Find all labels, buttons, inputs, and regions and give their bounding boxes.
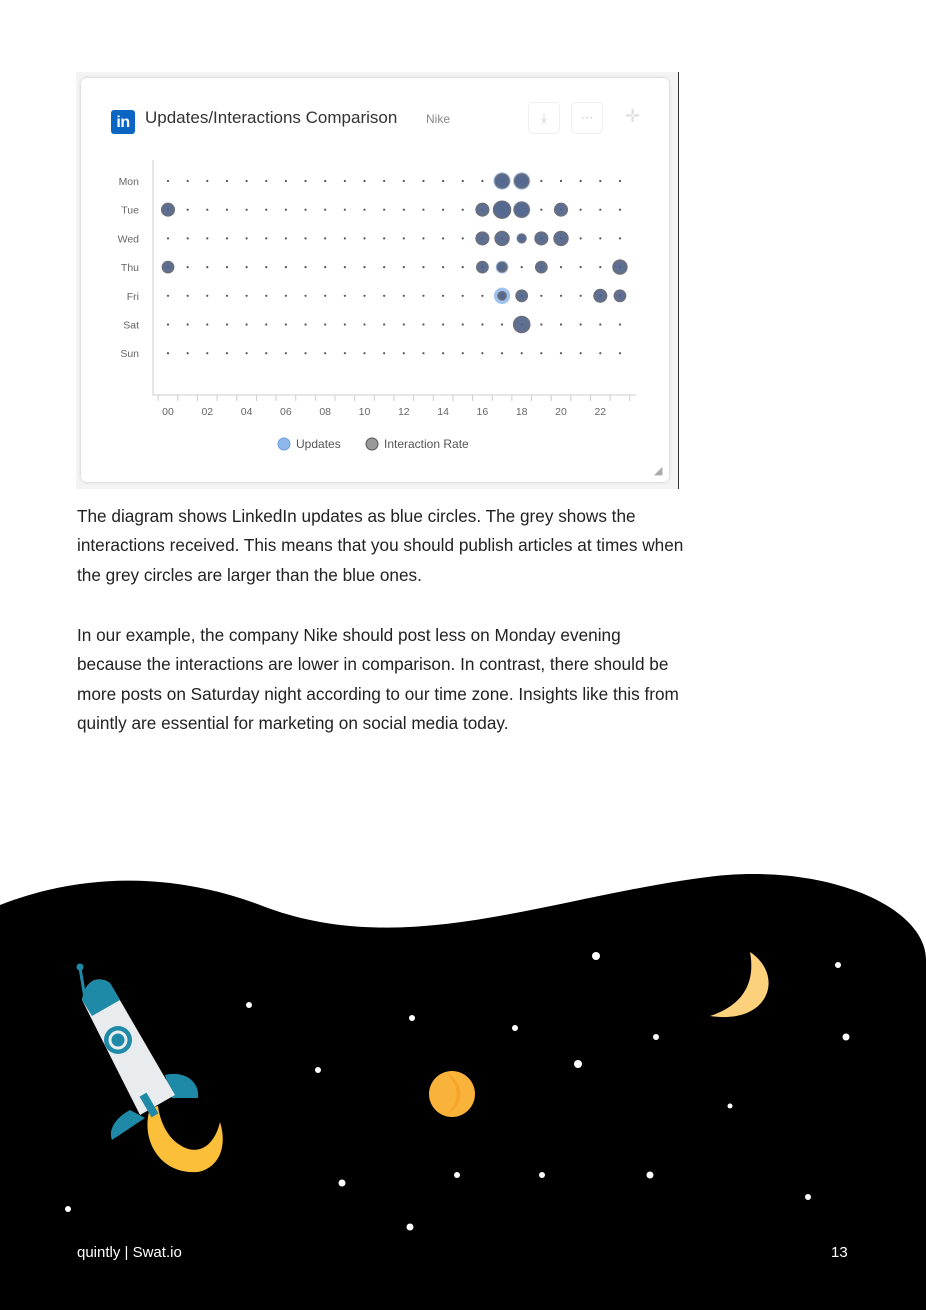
download-icon: ⤓ [541,110,547,125]
grid-dot [442,295,444,297]
legend-swatch-updates [278,438,290,450]
data-point[interactable] [162,261,173,272]
grid-dot [285,295,287,297]
data-point[interactable] [496,261,509,274]
grid-dot [422,237,424,239]
grid-dot [167,323,169,325]
y-tick-label: Wed [117,233,139,246]
grid-dot [442,352,444,354]
interaction-mark [495,174,509,188]
grid-dot [403,323,405,325]
grid-dot [403,352,405,354]
grid-dot [226,237,228,239]
grid-dot [344,352,346,354]
x-tick-label: 20 [555,406,567,418]
data-point[interactable] [594,289,607,302]
grid-dot [285,323,287,325]
grid-dot [226,209,228,211]
grid-dot [403,209,405,211]
grid-dot [481,352,483,354]
grid-dot [304,209,306,211]
grid-dot [540,180,542,182]
grid-dot [187,295,189,297]
grid-dot [246,323,248,325]
grid-dot [422,266,424,268]
grid-dot [265,266,267,268]
grid-dot [580,266,582,268]
data-point[interactable] [516,233,527,244]
grid-dot [403,295,405,297]
grid-dot [226,180,228,182]
grid-dot [187,209,189,211]
grid-dot [560,352,562,354]
grid-dot [422,295,424,297]
star-icon [454,1172,460,1178]
star-icon [512,1025,518,1031]
interaction-mark [495,231,509,245]
y-tick-label: Sat [123,319,139,332]
star-icon [65,1206,71,1212]
star-icon [339,1180,346,1187]
y-tick-label: Mon [118,176,139,188]
grid-dot [540,323,542,325]
y-tick-label: Sun [120,348,139,361]
grid-dot [599,180,601,182]
grid-dot [363,209,365,211]
grid-dot [521,266,523,268]
grid-dot [560,180,562,182]
grid-dot [187,266,189,268]
grid-dot [619,209,621,211]
grid-dot [560,295,562,297]
grid-dot [580,209,582,211]
grid-dot [481,295,483,297]
grid-dot [619,352,621,354]
data-point[interactable] [476,203,489,216]
grid-dot [344,237,346,239]
grid-dot [619,180,621,182]
grid-dot [206,295,208,297]
grid-dot [481,323,483,325]
grid-dot [265,180,267,182]
interaction-mark [477,261,488,272]
grid-dot [422,323,424,325]
interaction-mark [594,289,607,302]
star-icon [843,1034,850,1041]
chart-card [76,72,679,489]
grid-dot [383,295,385,297]
grid-dot [403,266,405,268]
grid-dot [442,209,444,211]
chart-title: Updates/Interactions Comparison [145,108,398,127]
grid-dot [324,266,326,268]
grid-dot [560,323,562,325]
interaction-mark [514,202,529,217]
grid-dot [226,295,228,297]
paragraph-1: The diagram shows LinkedIn updates as blue circles. The grey shows the interactions received. This means that you should publish articles at times when the grey circles are larger than the blue ones. [77,506,684,585]
grid-dot [619,323,621,325]
star-icon [574,1060,582,1068]
data-point[interactable] [477,261,488,272]
grid-dot [383,209,385,211]
grid-dot [344,209,346,211]
interaction-mark [555,203,568,216]
interaction-mark [514,316,530,332]
data-point[interactable] [162,203,175,216]
data-point[interactable] [614,290,625,301]
grid-dot [599,323,601,325]
grid-dot [285,209,287,211]
interaction-mark [536,261,547,272]
grid-dot [226,352,228,354]
grid-dot [363,295,365,297]
grid-dot [246,237,248,239]
grid-dot [383,237,385,239]
grid-dot [599,352,601,354]
data-point[interactable] [495,231,509,245]
grid-dot [265,323,267,325]
star-icon [407,1224,414,1231]
grid-dot [324,209,326,211]
grid-dot [462,295,464,297]
star-icon [835,962,841,968]
x-tick-label: 00 [162,406,174,418]
grid-dot [481,180,483,182]
divider [678,72,680,489]
grid-dot [167,295,169,297]
grid-dot [363,323,365,325]
interaction-mark [162,261,173,272]
grid-dot [501,352,503,354]
data-point[interactable] [493,201,510,218]
x-tick-label: 12 [397,406,410,418]
y-tick-label: Thu [120,262,139,275]
grid-dot [540,352,542,354]
footer-brand: quintly | Swat.io [77,1244,182,1261]
interaction-mark [497,262,507,272]
grid-dot [265,295,267,297]
grid-dot [304,323,306,325]
star-icon [592,952,600,960]
grid-dot [167,180,169,182]
grid-dot [442,266,444,268]
grid-dot [265,209,267,211]
grid-dot [324,323,326,325]
grid-dot [187,352,189,354]
grid-dot [187,237,189,239]
interaction-mark [613,260,627,274]
interaction-mark [614,290,625,301]
data-point[interactable] [476,232,489,245]
interaction-mark [476,232,489,245]
page-number: 13 [831,1244,848,1261]
interaction-mark [476,203,489,216]
grid-dot [580,323,582,325]
y-tick-label: Tue [121,204,139,217]
grid-dot [246,352,248,354]
resize-icon[interactable]: ◢ [654,465,663,477]
x-tick-label: 18 [515,406,528,418]
grid-dot [403,180,405,182]
grid-dot [599,266,601,268]
star-icon [246,1002,252,1008]
grid-dot [363,180,365,182]
grid-dot [285,237,287,239]
grid-dot [442,180,444,182]
grid-dot [167,237,169,239]
grid-dot [462,209,464,211]
data-point[interactable] [535,232,548,245]
data-point[interactable] [554,231,568,245]
data-point[interactable] [514,316,530,332]
paragraph-2: In our example, the company Nike should post less on Monday evening because the interactions are lower in comparison. In contrast, there should be more posts on Saturday night according to our time zone. Insights like this from quintly are essential for marketing on social media today. [77,625,679,734]
interaction-mark [515,174,529,188]
grid-dot [383,266,385,268]
grid-dot [206,209,208,211]
grid-dot [344,323,346,325]
grid-dot [206,266,208,268]
grid-dot [304,237,306,239]
grid-dot [206,237,208,239]
data-point[interactable] [516,290,527,301]
grid-dot [206,323,208,325]
grid-dot [599,237,601,239]
planet-icon [429,1071,475,1117]
grid-dot [580,180,582,182]
grid-dot [363,237,365,239]
grid-dot [383,323,385,325]
grid-dot [304,352,306,354]
grid-dot [324,352,326,354]
star-icon [653,1034,659,1040]
grid-dot [403,237,405,239]
x-tick-label: 14 [437,406,449,418]
grid-dot [383,180,385,182]
interaction-mark [554,231,568,245]
linkedin-logo-icon: in [111,110,135,134]
grid-dot [226,323,228,325]
grid-dot [462,180,464,182]
data-point[interactable] [494,288,510,304]
move-icon[interactable]: ✛ [625,106,641,126]
grid-dot [344,180,346,182]
data-point[interactable] [613,260,627,274]
x-tick-label: 16 [476,406,489,418]
data-point[interactable] [536,261,547,272]
interaction-mark [493,201,510,218]
x-tick-label: 10 [358,406,371,418]
grid-dot [580,237,582,239]
grid-dot [599,209,601,211]
data-point[interactable] [493,172,510,189]
grid-dot [462,266,464,268]
interaction-mark [162,203,175,216]
grid-dot [265,237,267,239]
x-tick-label: 06 [280,406,292,418]
grid-dot [226,266,228,268]
star-icon [315,1067,321,1073]
grid-dot [442,237,444,239]
chart-subtitle: Nike [426,112,451,126]
interaction-mark [518,234,526,242]
grid-dot [501,323,503,325]
grid-dot [304,295,306,297]
interaction-mark [498,292,506,300]
star-icon [728,1104,733,1109]
grid-dot [324,295,326,297]
grid-dot [285,352,287,354]
scatter-plot [81,78,669,482]
grid-dot [422,209,424,211]
grid-dot [442,323,444,325]
grid-dot [363,266,365,268]
grid-dot [304,180,306,182]
grid-dot [187,323,189,325]
data-point[interactable] [513,172,530,189]
more-icon: ⋯ [580,110,594,125]
grid-dot [324,237,326,239]
grid-dot [580,295,582,297]
legend-label-interaction[interactable]: Interaction Rate [384,437,469,451]
grid-dot [304,266,306,268]
grid-dot [265,352,267,354]
legend [278,437,469,451]
grid-dot [344,266,346,268]
grid-dot [540,209,542,211]
grid-dot [462,237,464,239]
chart-panel [81,78,669,482]
grid-dot [206,180,208,182]
grid-dot [344,295,346,297]
grid-dot [246,180,248,182]
grid-dot [580,352,582,354]
legend-swatch-interaction [366,438,378,450]
grid-dot [285,266,287,268]
grid-dot [422,352,424,354]
star-icon [539,1172,545,1178]
data-point[interactable] [513,201,530,218]
interaction-mark [516,290,527,301]
grid-dot [285,180,287,182]
grid-dot [462,323,464,325]
grid-dot [246,266,248,268]
grid-dot [167,352,169,354]
y-tick-label: Fri [126,290,139,303]
grid-dot [560,266,562,268]
data-point[interactable] [555,203,568,216]
x-tick-label: 22 [594,406,607,418]
grid-dot [246,209,248,211]
star-icon [409,1015,415,1021]
grid-dot [521,352,523,354]
grid-dot [619,237,621,239]
star-icon [647,1172,654,1179]
grid-dot [462,352,464,354]
x-tick-label: 02 [201,406,214,418]
grid-dot [324,180,326,182]
grid-dot [246,295,248,297]
x-tick-label: 08 [319,406,332,418]
legend-label-updates[interactable]: Updates [296,437,341,451]
interaction-mark [535,232,548,245]
x-tick-label: 04 [240,406,253,418]
grid-dot [363,352,365,354]
grid-dot [422,180,424,182]
grid-dot [540,295,542,297]
grid-dot [206,352,208,354]
grid-dot [187,180,189,182]
grid-dot [383,352,385,354]
star-icon [805,1194,811,1200]
